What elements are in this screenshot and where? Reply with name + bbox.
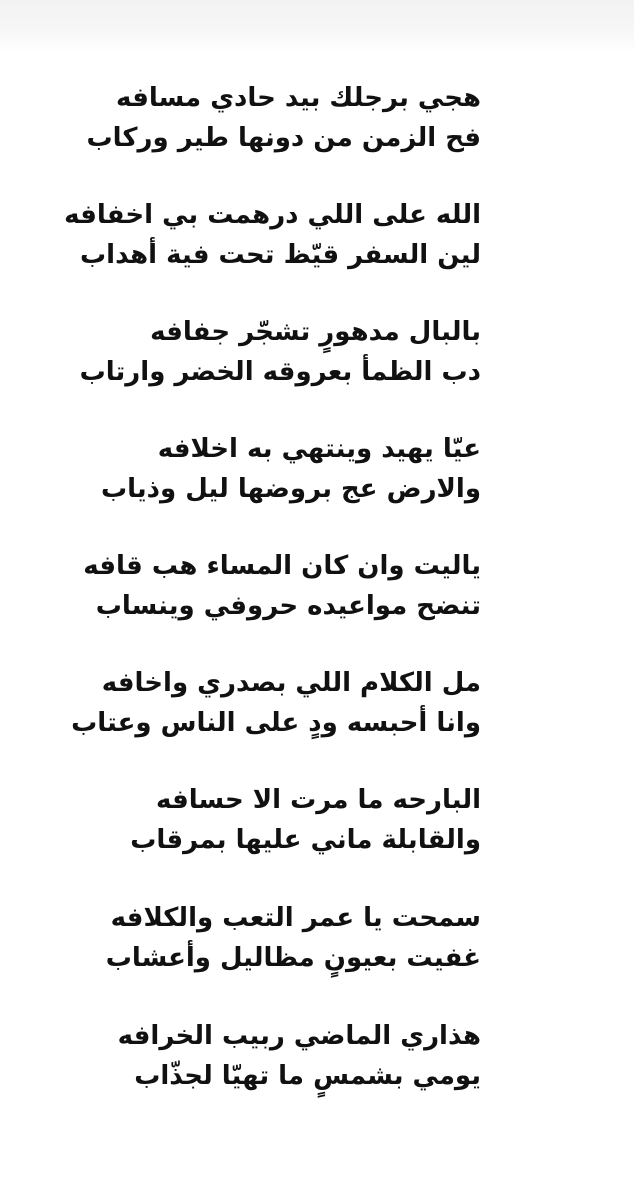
verse-line: هجي برجلك بيد حادي مسافه <box>116 83 481 113</box>
verse-line: ياليت وان كان المساء هب قافه <box>83 551 481 581</box>
stanza <box>101 429 481 509</box>
stanza <box>79 312 481 392</box>
poem <box>0 78 634 1188</box>
stanza <box>117 1016 481 1096</box>
verse-line: غفيت بعيونٍ مظاليل وأعشاب <box>105 943 481 973</box>
stanza <box>83 546 481 626</box>
top-gradient-bar <box>0 0 634 52</box>
verse-line: دب الظمأ بعروقه الخضر وارتاب <box>79 357 481 387</box>
verse-line: وانا أحبسه ودٍ على الناس وعتاب <box>71 708 481 738</box>
verse-line: تنضح مواعيده حروفي وينساب <box>95 591 481 621</box>
verse-line: هذاري الماضي ربيب الخرافه <box>117 1021 481 1051</box>
stanza <box>105 898 481 978</box>
stanza <box>64 195 481 275</box>
verse-line: والارض عج بروضها ليل وذياب <box>101 474 481 504</box>
verse-line: فح الزمن من دونها طير وركاب <box>86 123 481 153</box>
stanza <box>71 663 481 743</box>
verse-line: عيّا يهيد وينتهي به اخلافه <box>157 434 481 464</box>
verse-line: سمحت يا عمر التعب والكلافه <box>110 903 481 933</box>
verse-line: الله على اللي درهمت بي اخفافه <box>64 200 481 230</box>
verse-line: لين السفر قيّظ تحت فية أهداب <box>80 240 481 270</box>
verse-line: البارحه ما مرت الا حسافه <box>155 785 481 815</box>
verse-line: مل الكلام اللي بصدري واخافه <box>101 668 481 698</box>
verse-line: بالبال مدهورٍ تشجّر جفافه <box>150 317 481 347</box>
verse-line: يومي بشمسٍ ما تهيّا لجذّاب <box>134 1061 481 1091</box>
stanza <box>130 780 481 860</box>
stanza <box>86 78 481 158</box>
verse-line: والقابلة ماني عليها بمرقاب <box>130 825 481 855</box>
